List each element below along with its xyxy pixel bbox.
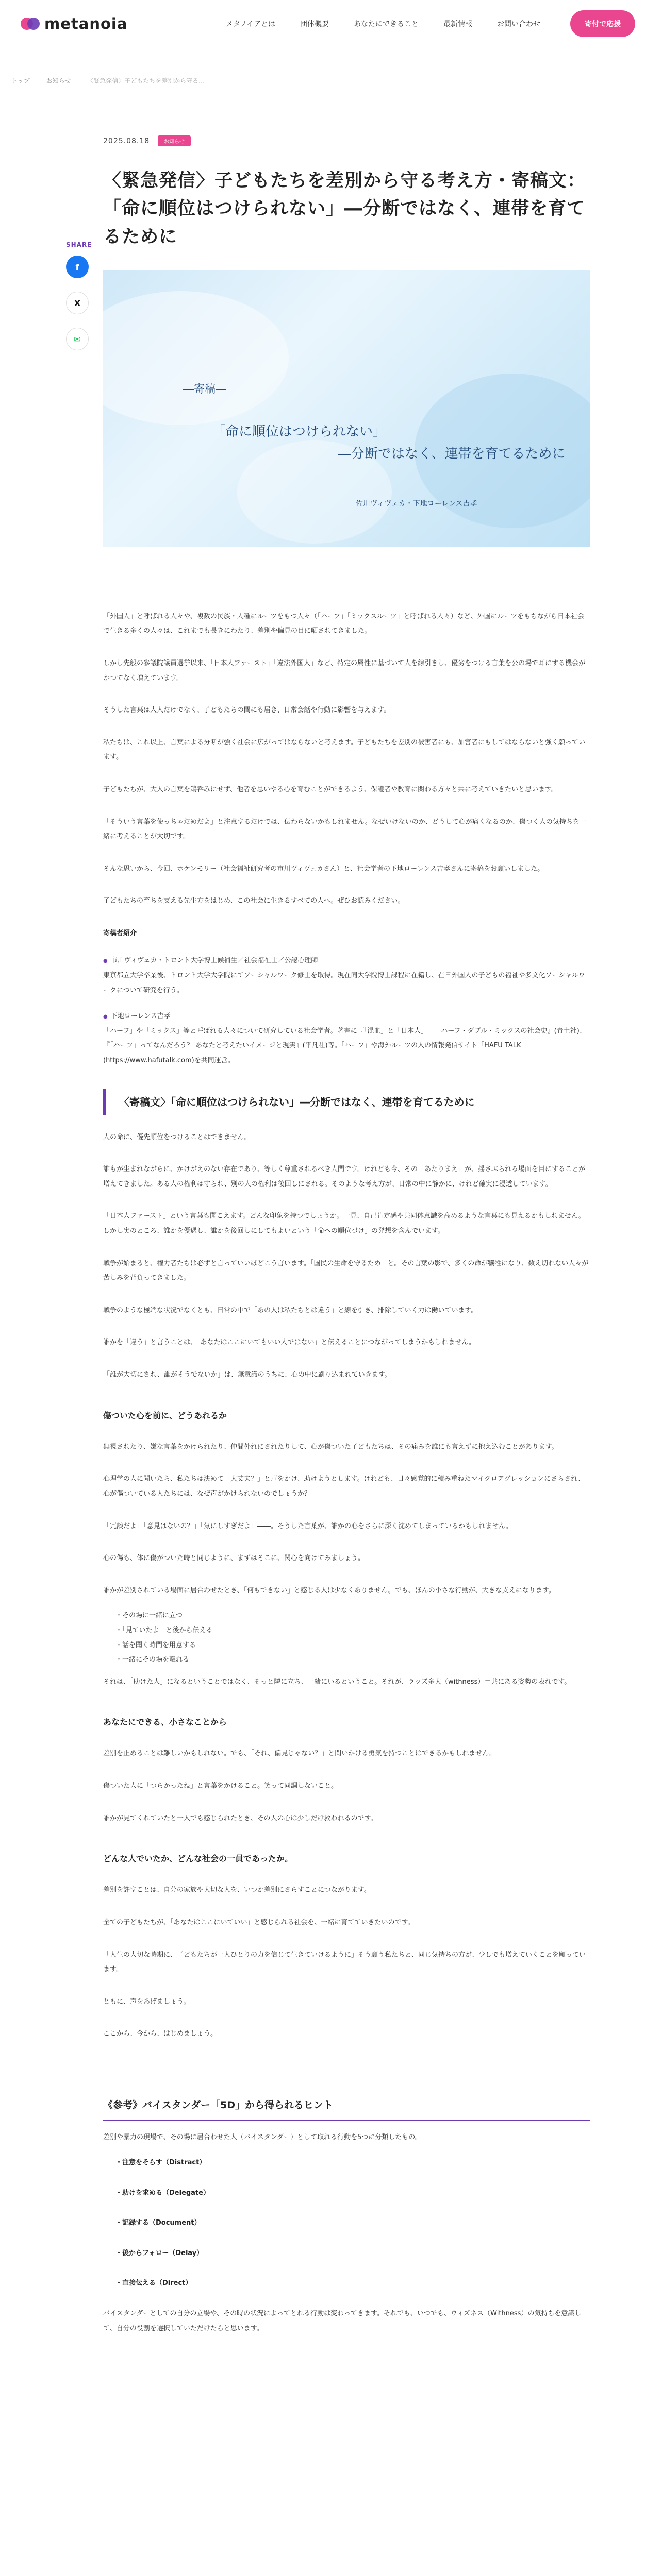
hero-line-2: ―分断ではなく、連帯を育てるために: [338, 446, 566, 462]
intro-paragraph: そんな思いから、今回、ホケンモリー（社会福祉研究者の市川ヴィヴェカさん）と、社会学者の下地ローレンス吉孝さんに寄稿をお願いしました。: [103, 865, 544, 873]
main-nav: [226, 10, 635, 37]
section-paragraph: 全ての子どもたちが、「あなたはここにいていい」と感じられる社会を、一緒に育てていきたいのです。: [103, 1919, 415, 1927]
list-item: ・「見ていたよ」と後から伝える: [115, 1626, 213, 1634]
intro-paragraph: 子どもたちの育ちを支える先生方をはじめ、この社会に生きるすべての人へ。ぜひお読みください。: [103, 897, 405, 905]
logo-text: metanoia: [44, 14, 128, 32]
section-paragraph: 誰かが見てくれていたと一人でも感じられたとき、その人の心は少しだけ救われるのです。: [103, 1814, 377, 1822]
breadcrumb-section[interactable]: お知らせ: [46, 77, 71, 84]
article: [66, 135, 590, 2336]
intro-paragraph: 「外国人」と呼ばれる人々や、複数の民族・人種にルーツをもつ人々（「ハーフ」「ミックスルーツ」と呼ばれる人々）など、外国にルーツをもちながら日本社会で生きる多くの人々は、これまでも長きにわたり、差別や偏見の目に晒されてきました。: [103, 612, 585, 635]
profile-desc: 「ハーフ」や「ミックス」等と呼ばれる人々について研究している社会学者。著書に『「混血」と「日本人」――ハーフ・ダブル・ミックスの社会史』(青土社)、『「ハーフ」ってなんだろう？ あなたと考えたいイメージと現実』(平凡社)等。「ハーフ」や海外ルーツの人の情報発信サイト「HAFU TALK」(https://www.hafutalk.com)を共同運営。: [103, 1027, 586, 1065]
section-paragraph: ともに、声をあげましょう。: [103, 1997, 191, 2006]
share-bar: [66, 241, 92, 364]
section-paragraph: 「人生の大切な時期に、子どもたちが一人ひとりの力を信じて生きていけるように」そう願う私たちと、同じ気持ちの方が、少しでも増えていくことを願っています。: [103, 1951, 586, 1974]
intro-paragraph: 「そういう言葉を使っちゃだめだよ」と注意するだけでは、伝わらないかもしれません。なぜいけないのか、どうして心が痛くなるのか、傷つく人の気持ちを一緒に考えることが大切です。: [103, 818, 586, 841]
action-list: [103, 1608, 590, 1667]
intro-paragraph: そうした言葉は大人だけでなく、子どもたちの間にも届き、日常会話や行動に影響を与えます。: [103, 706, 391, 715]
profile-name: ● 下地ローレンス吉孝: [103, 1009, 590, 1024]
nav-about[interactable]: メタノイアとは: [226, 20, 275, 28]
section-paragraph: 誰かを「違う」と言うことは、「あなたはここにいてもいい人ではない」と伝えることにつながってしまうかもしれません。: [103, 1338, 476, 1347]
hero-image: [103, 270, 590, 547]
profile-heading: 寄稿者紹介: [103, 926, 590, 946]
breadcrumb-home[interactable]: トップ: [11, 77, 30, 84]
line-share-icon[interactable]: ✉: [66, 328, 89, 350]
section-paragraph: 心の傷も、体に傷がついた時と同じように、まずはそこに、関心を向けてみましょう。: [103, 1554, 365, 1563]
section-paragraph: 「日本人ファースト」という言葉も聞こえます。どんな印象を持つでしょうか。一見、自己肯定感や共同体意識を高めるような言葉にも見えるかもしれません。しかし実のところ、誰かを優遇し、誰かを後回しにしてもよいという「命への順位づけ」の発想を含んでいます。: [103, 1212, 585, 1235]
site-logo[interactable]: [21, 14, 127, 33]
list-item: ・助けを求める（Delegate）: [115, 2189, 210, 2197]
list-item: ・後からフォロー（Delay）: [115, 2249, 204, 2257]
section-paragraph: 心理学の人に聞いたら、私たちは決めて「大丈夫？」と声をかけ、助けようとします。けれども、日々感覚的に積み重ねたマイクロアグレッションにさらされ、心が傷ついている人たちには、なぜ声がかけられないのでしょうか？: [103, 1475, 585, 1498]
hero-kicker: ―寄稿―: [183, 382, 226, 395]
section-paragraph: 傷ついた人に「つらかったね」と言葉をかけること。笑って同調しないこと。: [103, 1782, 338, 1790]
section-paragraph: 戦争のような極端な状況でなくとも、日常の中で「あの人は私たちとは違う」と線を引き、排除していく力は働いています。: [103, 1306, 478, 1314]
article-body: [103, 609, 590, 2336]
category-tag[interactable]: お知らせ: [158, 135, 191, 146]
article-title: 〈緊急発信〉子どもたちを差別から守る考え方・寄稿文：「命に順位はつけられない」―分断ではなく、連帯を育てるために: [103, 171, 586, 247]
nav-what-you-can-do[interactable]: あなたにできること: [354, 20, 419, 28]
section-paragraph: 差別を許すことは、自分の家族や大切な人を、いつか差別にさらすことにつながります。: [103, 1886, 371, 1894]
profile-desc: 東京都立大学卒業後、トロント大学大学院にてソーシャルワーク修士を取得。現在同大学院博士課程に在籍し、在日外国人の子どもの福祉や多文化ソーシャルワークについて研究を行う。: [103, 972, 585, 994]
list-item: ・直接伝える（Direct）: [115, 2279, 192, 2287]
nav-news[interactable]: 最新情報: [443, 20, 472, 28]
section-title: 〈寄稿文〉「命に順位はつけられない」―分断ではなく、連帯を育てるために: [103, 1089, 590, 1115]
x-share-icon[interactable]: X: [66, 292, 89, 314]
article-meta: [103, 135, 590, 146]
sub-heading: どんな人でいたか、どんな社会の一員であったか。: [103, 1854, 293, 1864]
breadcrumb: [0, 47, 662, 85]
section-paragraph: 人の命に、優先順位をつけることはできません。: [103, 1133, 251, 1141]
hero-line-1: 「命に順位はつけられない」: [212, 423, 387, 439]
reference-outro: バイスタンダーとしての自分の立場や、その時の状況によってとれる行動は変わってきます。それでも、いつでも、ウィズネス（Withness）の気持ちを意識して、自分の役割を選択していただけたらと思います。: [103, 2309, 582, 2332]
hero-author: 佐川ヴィヴェカ・下地ローレンス吉孝: [356, 499, 477, 508]
profile-name: ● 市川ヴィヴェカ・トロント大学博士候補生／社会福祉士／公認心理師: [103, 954, 590, 969]
share-label: SHARE: [66, 241, 92, 248]
breadcrumb-current: 〈緊急発信〉子どもたちを差別から守る…: [87, 77, 205, 84]
reference-title: 《参考》バイスタンダー「5D」から得られるヒント: [103, 2095, 590, 2122]
nav-contact[interactable]: お問い合わせ: [497, 20, 540, 28]
list-item: ・その場に一緒に立つ: [115, 1612, 183, 1620]
intro-paragraph: 私たちは、これ以上、言葉による分断が強く社会に広がってはならないと考えます。子どもたちを差別の被害者にも、加害者にもしてはならないと強く願っています。: [103, 738, 585, 761]
reference-intro: 差別や暴力の現場で、その場に居合わせた人（バイスタンダー）として取れる行動を5つに分類したもの。: [103, 2133, 422, 2142]
section-paragraph: 無視されたり、嫌な言葉をかけられたり、仲間外れにされたりして、心が傷ついた子どもたちは、その痛みを誰にも言えずに抱え込むことがあります。: [103, 1443, 558, 1451]
section-paragraph: それは、「助けた人」になるということではなく、そっと隣に立ち、一緒にいるということ。それが、ラッズ多大（withness）＝共にある姿勢の表れです。: [103, 1677, 571, 1686]
post-date: 2025.08.18: [103, 137, 150, 145]
breadcrumb-separator: —: [76, 76, 82, 83]
hero-text: [183, 381, 565, 509]
section-paragraph: 差別を止めることは難しいかもしれない。でも、「それ、偏見じゃない？」と問いかける勇気を持つことはできるかもしれません。: [103, 1750, 496, 1758]
breadcrumb-separator: —: [35, 76, 41, 83]
list-item: ・注意をそらす（Distract）: [115, 2158, 206, 2166]
nav-organization[interactable]: 団体概要: [300, 20, 329, 28]
site-header: [0, 0, 662, 47]
section-paragraph: 誰かが差別されている場面に居合わせたとき、「何もできない」と感じる人は少なくありません。でも、ほんの小さな行動が、大きな支えになります。: [103, 1586, 555, 1595]
section-paragraph: 「誰が大切にされ、誰がそうでないか」は、無意識のうちに、心の中に刷り込まれていきます。: [103, 1370, 391, 1379]
sub-heading: 傷ついた心を前に、どうあれるか: [103, 1410, 227, 1420]
list-item: ・記録する（Document）: [115, 2219, 201, 2227]
list-item: ・一緒にその場を離れる: [115, 1656, 190, 1664]
profile-item: [103, 954, 590, 998]
donate-button[interactable]: 寄付で応援: [570, 10, 635, 37]
sub-heading: あなたにできる、小さなことから: [103, 1717, 227, 1727]
section-paragraph: ここから、今から、はじめましょう。: [103, 2030, 218, 2038]
profile-item: [103, 1009, 590, 1068]
reference-list: [103, 2156, 590, 2291]
intro-paragraph: しかし先般の参議院議員選挙以来、「日本人ファースト」「違法外国人」など、特定の属性に基づいて人を線引きし、優劣をつける言葉を公の場で耳にする機会がかつてなく増えています。: [103, 659, 586, 682]
facebook-share-icon[interactable]: f: [66, 256, 89, 278]
section-paragraph: 「冗談だよ」「意見はないの？」「気にしすぎだよ」――。そうした言葉が、誰かの心をさらに深く沈めてしまっているかもしれません。: [103, 1522, 512, 1530]
divider: ――――――――: [311, 2062, 382, 2070]
section-paragraph: 誰もが生まれながらに、かけがえのない存在であり、等しく尊重されるべき人間です。けれども今、その「あたりまえ」が、揺さぶられる場面を目にすることが増えてきました。ある人の権利は守られ、別の人の権利は後回しにされる。そのような考え方が、日常の中に静かに、けれど確実に浸透しています。: [103, 1165, 585, 1188]
section-paragraph: 戦争が始まると、権力者たちは必ずと言っていいほどこう言います。「国民の生命を守るため」と。その言葉の影で、多くの命が犠牲になり、数え切れない人々が苦しみを背負ってきました。: [103, 1259, 589, 1282]
intro-paragraph: 子どもたちが、大人の言葉を鵜呑みにせず、他者を思いやる心を育むことができるよう、保護者や教育に関わる方々と共に考えていきたいと思います。: [103, 785, 558, 793]
logo-mark-icon: [21, 14, 40, 33]
list-item: ・話を聞く時間を用意する: [115, 1641, 196, 1649]
